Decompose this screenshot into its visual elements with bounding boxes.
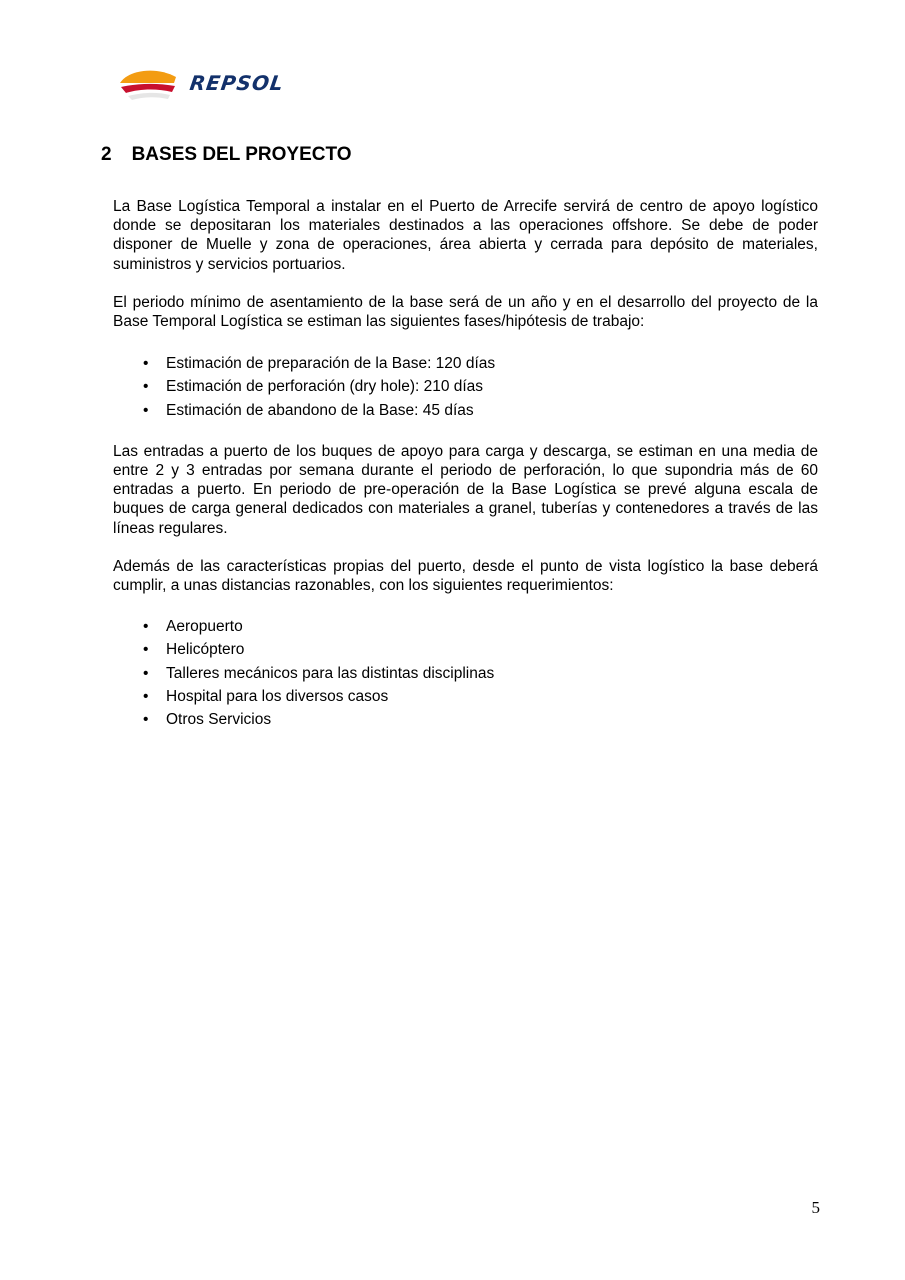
list-item-text: Estimación de perforación (dry hole): 210 días <box>166 378 484 396</box>
bullet-icon: • <box>143 711 149 729</box>
paragraph-requirements: Además de las características propias del puerto, desde el punto de vista logístico la base deberá cumplir, a unas distancias razonables, con los siguientes requerimientos: <box>113 557 818 595</box>
paragraph-port-entries: Las entradas a puerto de los buques de apoyo para carga y descarga, se estiman en una media de entre 2 y 3 entradas por semana durante el periodo de perforación, lo que supondria más de 60 entradas a puerto. En periodo de pre-operación de la Base Logística se prevé alguna escala de buques de carga general dedicados con materiales a granel, tuberías y contenedores a través de las líneas regulares. <box>113 442 818 537</box>
list-item <box>113 685 818 708</box>
list-item <box>113 375 818 398</box>
logo-wordmark: REPSOL <box>188 71 286 95</box>
list-item-text: Talleres mecánicos para las distintas disciplinas <box>166 664 495 682</box>
bullet-icon: • <box>143 401 149 419</box>
list-item <box>113 399 818 422</box>
repsol-logo-icon <box>118 66 190 102</box>
list-item <box>113 615 818 638</box>
document-body <box>113 197 818 731</box>
list-item <box>113 352 818 375</box>
bullet-icon: • <box>143 664 149 682</box>
section-title: BASES DEL PROYECTO <box>131 144 352 165</box>
page-number: 5 <box>811 1198 820 1217</box>
list-item-text: Helicóptero <box>166 641 245 659</box>
section-number: 2 <box>101 144 112 165</box>
list-item-text: Aeropuerto <box>166 618 243 636</box>
bullet-icon: • <box>143 355 149 373</box>
list-item-text: Otros Servicios <box>166 711 272 729</box>
requirements-list <box>113 615 818 731</box>
bullet-icon: • <box>143 378 149 396</box>
section-heading <box>101 144 352 166</box>
bullet-icon: • <box>143 618 149 636</box>
list-item <box>113 708 818 731</box>
list-item <box>113 662 818 685</box>
list-item-text: Estimación de abandono de la Base: 45 días <box>166 401 474 419</box>
list-item-text: Estimación de preparación de la Base: 120 días <box>166 355 496 373</box>
paragraph-period: El periodo mínimo de asentamiento de la base será de un año y en el desarrollo del proyecto de la Base Temporal Logística se estiman las siguientes fases/hipótesis de trabajo: <box>113 293 818 331</box>
bullet-icon: • <box>143 687 149 705</box>
paragraph-intro: La Base Logística Temporal a instalar en el Puerto de Arrecife servirá de centro de apoyo logístico donde se depositaran los materiales destinados a las operaciones offshore. Se debe de poder disponer de Muelle y zona de operaciones, área abierta y cerrada para depósito de materiales, suministros y servicios portuarios. <box>113 198 818 273</box>
list-item-text: Hospital para los diversos casos <box>166 687 389 705</box>
phases-list <box>113 352 818 422</box>
bullet-icon: • <box>143 641 149 659</box>
list-item <box>113 638 818 661</box>
repsol-logo <box>118 66 318 102</box>
